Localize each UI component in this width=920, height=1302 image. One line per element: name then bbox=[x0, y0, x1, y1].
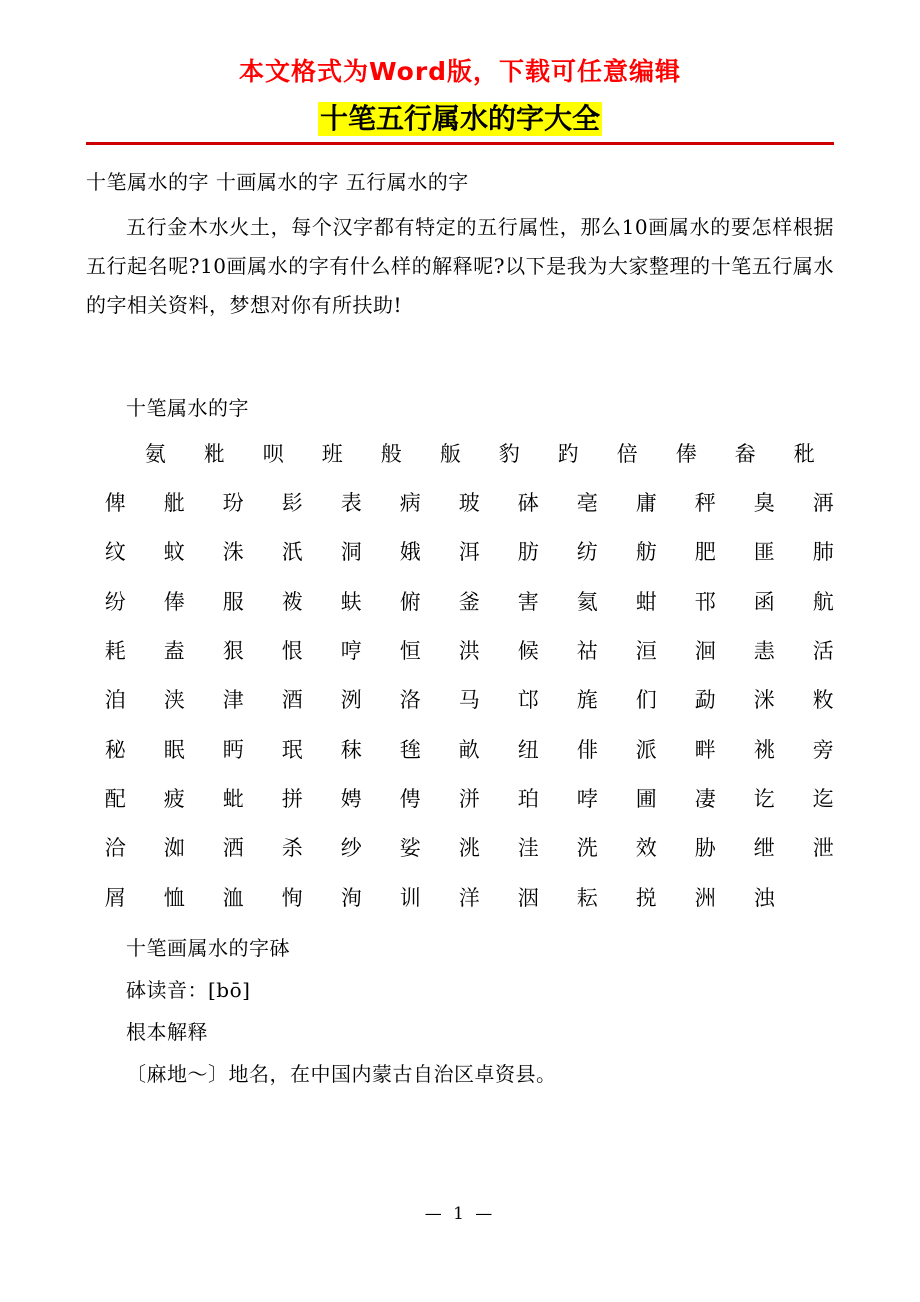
keyword-line: 十笔属水的字 十画属水的字 五行属水的字 bbox=[86, 169, 469, 194]
char-cell: 哼 bbox=[340, 638, 363, 663]
title-block bbox=[86, 102, 834, 145]
char-cell: 俳 bbox=[576, 737, 599, 762]
char-cell: 恨 bbox=[281, 638, 304, 663]
char-cell: 俯 bbox=[399, 589, 422, 614]
char-cell: 俾 bbox=[104, 490, 127, 515]
char-cell: 洼 bbox=[517, 836, 540, 861]
char-cell: 屑 bbox=[104, 885, 127, 910]
char-cell: 纱 bbox=[340, 836, 363, 861]
char-cell: 畔 bbox=[694, 737, 717, 762]
char-row bbox=[86, 479, 834, 528]
char-cell: 匪 bbox=[753, 540, 776, 565]
char-cell: 耘 bbox=[576, 885, 599, 910]
char-cell: 浊 bbox=[753, 885, 776, 910]
char-cell: 洗 bbox=[576, 836, 599, 861]
char-cell: 娥 bbox=[399, 540, 422, 565]
char-cell: 航 bbox=[812, 589, 835, 614]
char-cell: 畝 bbox=[458, 737, 481, 762]
char-cell: 趵 bbox=[557, 441, 580, 466]
char-cell: 臭 bbox=[753, 490, 776, 515]
char-cell: 俸 bbox=[675, 441, 698, 466]
char-cell: 玻 bbox=[458, 490, 481, 515]
document-body bbox=[86, 163, 834, 1095]
char-row bbox=[86, 726, 834, 775]
char-cell: 函 bbox=[753, 589, 776, 614]
char-cell: 旁 bbox=[812, 737, 835, 762]
char-cell: 哱 bbox=[576, 787, 599, 811]
char-cell: 班 bbox=[321, 441, 344, 466]
char-cell: 绁 bbox=[753, 836, 776, 861]
char-cell: 亳 bbox=[576, 490, 599, 515]
char-cell: 洹 bbox=[635, 638, 658, 663]
char-cell: 狠 bbox=[222, 638, 245, 663]
page-number: — 1 — bbox=[424, 1204, 496, 1224]
char-cell: 迄 bbox=[812, 787, 835, 811]
char-cell: 纹 bbox=[104, 540, 127, 565]
char-cell: 病 bbox=[399, 490, 422, 515]
char-row bbox=[86, 676, 834, 725]
char-cell: 舨 bbox=[439, 441, 462, 466]
char-cell: 粃 bbox=[203, 441, 226, 466]
char-cell: 恂 bbox=[281, 885, 304, 910]
char-cell: 袯 bbox=[281, 589, 304, 614]
char-row bbox=[86, 627, 834, 676]
char-cell: 洲 bbox=[694, 885, 717, 910]
char-cell: 洅 bbox=[812, 490, 835, 515]
vertical-spacer bbox=[86, 335, 834, 389]
section-heading-1: 十笔属水的字 bbox=[126, 395, 249, 420]
char-cell: 洱 bbox=[458, 540, 481, 565]
char-cell: 酒 bbox=[281, 688, 304, 713]
char-cell: 砵 bbox=[517, 490, 540, 515]
char-cell: 讫 bbox=[753, 787, 776, 811]
char-cell: 洽 bbox=[104, 836, 127, 861]
char-cell: 蚨 bbox=[340, 589, 363, 614]
char-cell: 洌 bbox=[340, 688, 363, 713]
char-cell: 候 bbox=[517, 638, 540, 663]
char-cell: 氦 bbox=[576, 589, 599, 614]
char-row bbox=[86, 775, 834, 824]
char-cell: 俸 bbox=[163, 589, 186, 614]
char-row bbox=[86, 824, 834, 873]
char-cell: 蚍 bbox=[222, 787, 245, 811]
char-row bbox=[86, 874, 834, 923]
char-cell: 纺 bbox=[576, 540, 599, 565]
char-cell: 洇 bbox=[517, 885, 540, 910]
intro-paragraph: 五行金木水火土，每个汉字都有特定的五行属性，那么10画属水的要怎样根据五行起名呢?10画属水的字有什么样的解释呢?以下是我为大家整理的十笔五行属水的字相关资料，梦想对你有所扶助! bbox=[86, 214, 834, 317]
char-cell: 疲 bbox=[163, 787, 186, 811]
char-cell: 肥 bbox=[694, 540, 717, 565]
char-cell: 珀 bbox=[517, 787, 540, 811]
char-cell: 洛 bbox=[399, 688, 422, 713]
char-cell: 捝 bbox=[635, 885, 658, 910]
char-cell: 洮 bbox=[458, 836, 481, 861]
char-cell: 洞 bbox=[340, 540, 363, 565]
char-cell: 马 bbox=[458, 688, 481, 713]
char-cell: 训 bbox=[399, 885, 422, 910]
char-cell: 汦 bbox=[281, 540, 304, 565]
char-cell: 恚 bbox=[753, 638, 776, 663]
char-cell: 邗 bbox=[694, 589, 717, 614]
char-row bbox=[86, 430, 834, 479]
char-row bbox=[86, 528, 834, 577]
char-cell: 祧 bbox=[753, 737, 776, 762]
char-cell: 恒 bbox=[399, 638, 422, 663]
char-cell: 洎 bbox=[104, 688, 127, 713]
char-cell: 杀 bbox=[281, 836, 304, 861]
char-cell: 邙 bbox=[517, 688, 540, 713]
char-cell: 凄 bbox=[694, 787, 717, 811]
char-cell: 圃 bbox=[635, 787, 658, 811]
char-cell: 们 bbox=[635, 688, 658, 713]
page-title: 十笔五行属水的字大全 bbox=[319, 102, 600, 135]
char-cell: 表 bbox=[340, 490, 363, 515]
char-cell: 般 bbox=[380, 441, 403, 466]
char-cell: 勐 bbox=[694, 688, 717, 713]
char-cell: 恤 bbox=[163, 885, 186, 910]
char-cell: 娉 bbox=[340, 787, 363, 811]
char-cell: 眠 bbox=[163, 737, 186, 762]
char-cell: 釜 bbox=[458, 589, 481, 614]
char-cell: 舭 bbox=[163, 490, 186, 515]
char-cell: 肺 bbox=[812, 540, 835, 565]
char-cell: 洪 bbox=[458, 638, 481, 663]
char-cell: 效 bbox=[635, 836, 658, 861]
basic-explanation-text: 〔麻地～〕地名，在中国内蒙古自治区卓资县。 bbox=[126, 1062, 557, 1087]
char-cell: 畚 bbox=[734, 441, 757, 466]
char-cell: 肪 bbox=[517, 540, 540, 565]
char-cell: 洒 bbox=[222, 836, 245, 861]
char-cell: 拼 bbox=[281, 787, 304, 811]
char-cell: 洴 bbox=[458, 787, 481, 811]
char-cell: 祜 bbox=[576, 638, 599, 663]
char-cell: 娑 bbox=[399, 836, 422, 861]
char-cell: 胁 bbox=[694, 836, 717, 861]
char-cell: 害 bbox=[517, 589, 540, 614]
char-cell: 髟 bbox=[281, 490, 304, 515]
char-cell: 浃 bbox=[163, 688, 186, 713]
char-cell: 秤 bbox=[694, 490, 717, 515]
character-grid bbox=[86, 430, 834, 923]
char-cell: 秕 bbox=[793, 441, 816, 466]
char-cell: 呗 bbox=[262, 441, 285, 466]
char-cell: 泄 bbox=[812, 836, 835, 861]
char-cell: 蚶 bbox=[635, 589, 658, 614]
char-cell: 纷 bbox=[104, 589, 127, 614]
char-cell: 派 bbox=[635, 737, 658, 762]
char-cell: 玢 bbox=[222, 490, 245, 515]
char-cell: 敉 bbox=[812, 688, 835, 713]
word-format-banner: 本文格式为Word版，下载可任意编辑 bbox=[238, 57, 682, 86]
char-cell: 洋 bbox=[458, 885, 481, 910]
char-cell: 舫 bbox=[635, 540, 658, 565]
char-cell: 俜 bbox=[399, 787, 422, 811]
char-cell: 庸 bbox=[635, 490, 658, 515]
char-cell: 倍 bbox=[616, 441, 639, 466]
char-cell: 氨 bbox=[144, 441, 167, 466]
char-cell: 珉 bbox=[281, 737, 304, 762]
char-cell: 耗 bbox=[104, 638, 127, 663]
char-cell: 豹 bbox=[498, 441, 521, 466]
char-cell: 秘 bbox=[104, 737, 127, 762]
char-cell: 秣 bbox=[340, 737, 363, 762]
char-cell: 纽 bbox=[517, 737, 540, 762]
char-cell: 洵 bbox=[340, 885, 363, 910]
section-heading-2: 十笔画属水的字砵 bbox=[126, 936, 290, 961]
char-cell: 洫 bbox=[222, 885, 245, 910]
char-cell: 洄 bbox=[694, 638, 717, 663]
char-row bbox=[86, 578, 834, 627]
char-cell: 毪 bbox=[399, 737, 422, 762]
char-cell: 配 bbox=[104, 787, 127, 811]
char-cell: 洳 bbox=[163, 836, 186, 861]
char-cell: 旄 bbox=[576, 688, 599, 713]
char-cell: 蚊 bbox=[163, 540, 186, 565]
pronunciation-line: 砵读音：[bō] bbox=[126, 978, 251, 1003]
char-cell: 活 bbox=[812, 638, 835, 663]
char-cell: 服 bbox=[222, 589, 245, 614]
basic-explanation-label: 根本解释 bbox=[126, 1020, 208, 1045]
char-cell: 洣 bbox=[753, 688, 776, 713]
char-cell: 津 bbox=[222, 688, 245, 713]
char-cell: 盍 bbox=[163, 638, 186, 663]
char-cell: 眄 bbox=[222, 737, 245, 762]
char-cell: 洙 bbox=[222, 540, 245, 565]
